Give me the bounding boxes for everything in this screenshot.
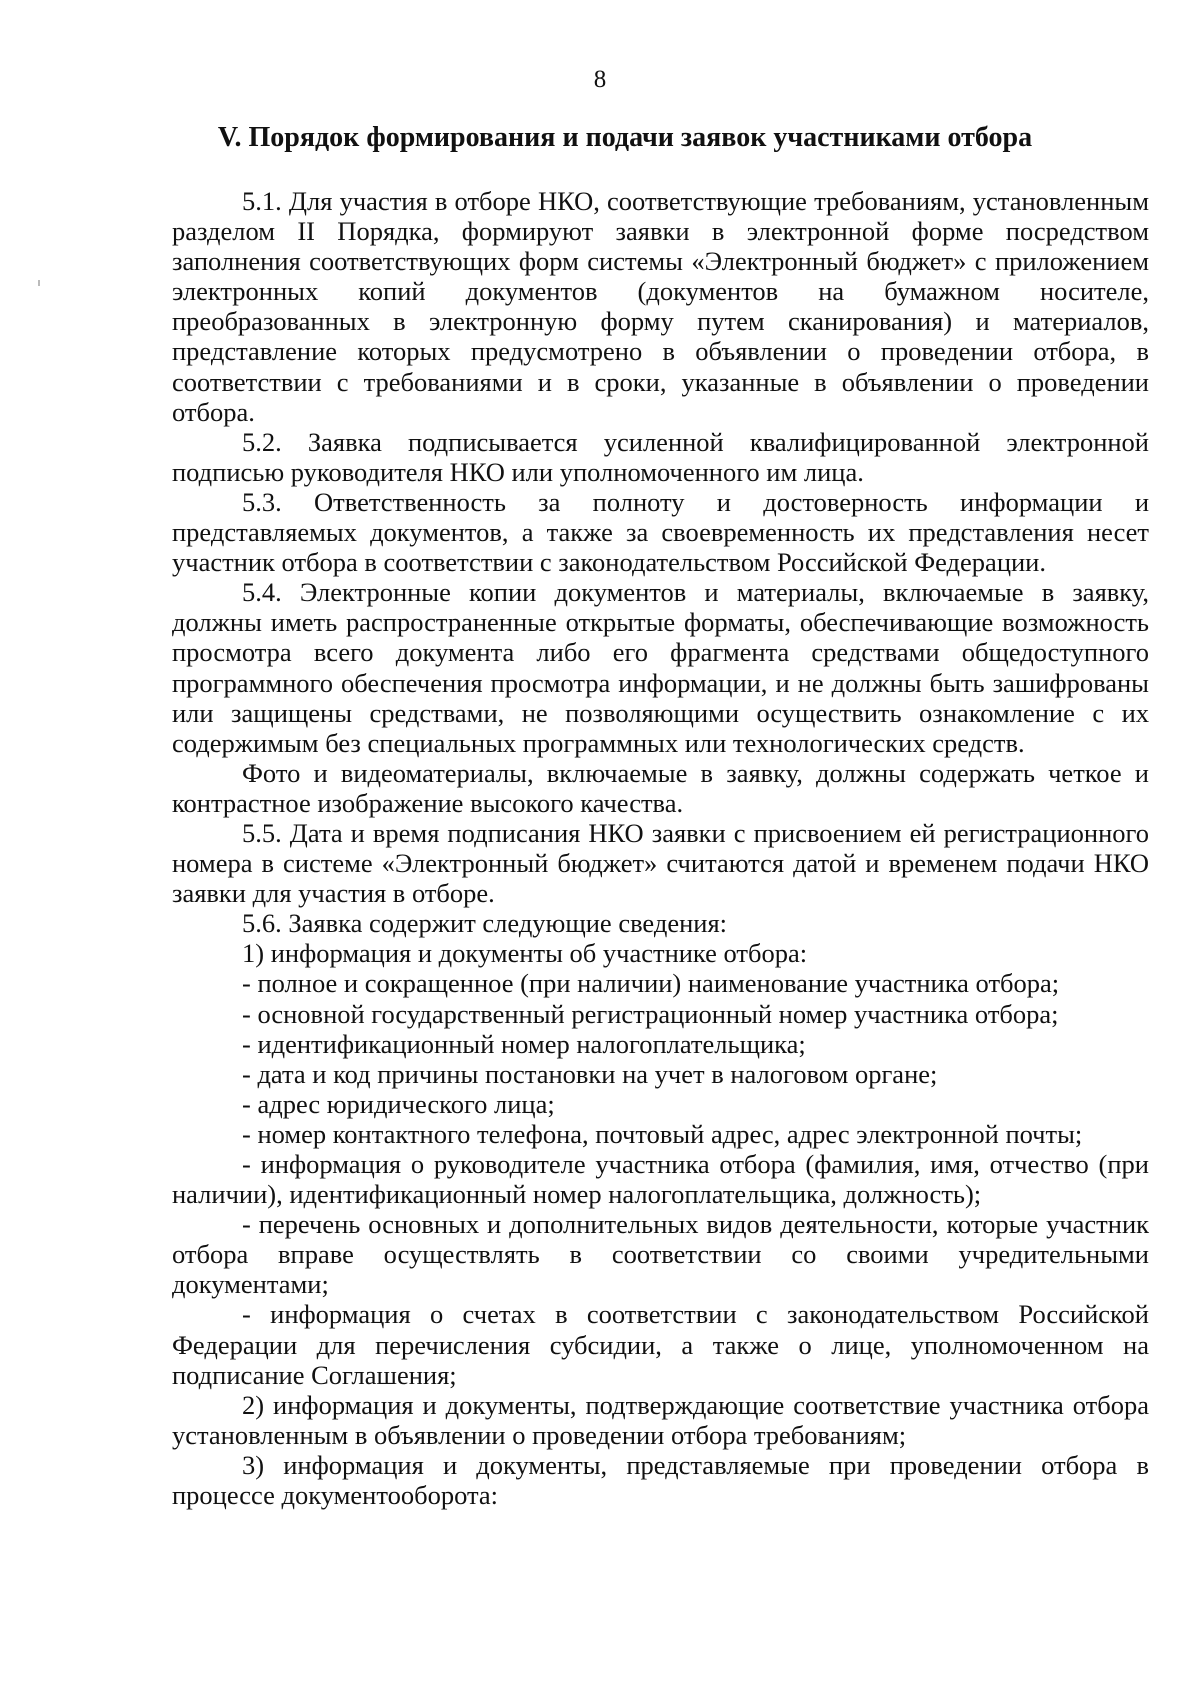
paragraph-5-5: 5.5. Дата и время подписания НКО заявки с присвоением ей регистрационного номера в системе «Электронный бюджет» считаются датой и временем подачи НКО заявки для участия в отборе.	[172, 817, 1149, 909]
section-heading: V. Порядок формирования и подачи заявок участниками отбора	[217, 122, 1033, 153]
list-item: - информация о руководителе участника отбора (фамилия, имя, отчество (при наличии), идентификационный номер налогоплательщика, должность);	[172, 1149, 1149, 1210]
list-item: - перечень основных и дополнительных видов деятельности, которые участник отбора вправе осуществлять в соответствии со своими учредительными документами;	[172, 1209, 1149, 1300]
list-item: 3) информация и документы, представляемые при проведении отбора в процессе документооборота:	[172, 1449, 1149, 1511]
list-item: 1) информация и документы об участнике отбора:	[242, 938, 808, 969]
list-item: - дата и код причины постановки на учет в налоговом органе;	[242, 1058, 938, 1089]
paragraph-photo: Фото и видеоматериалы, включаемые в заявку, должны содержать четкое и контрастное изображение высокого качества.	[172, 757, 1149, 818]
page-number: 8	[593, 66, 607, 93]
paragraph-5-1: 5.1. Для участия в отборе НКО, соответствующие требованиям, установленным разделом II Порядка, формируют заявки в электронной форме посредством заполнения соответствующих форм системы «Электронный бюджет» с приложением электронных копий документов (документов на бумажном носителе, преобразованных в электронную форму путем сканирования) и материалов, представление которых предусмотрено в объявлении о проведении отбора, в соответствии с требованиями и в сроки, указанные в объявлении о проведении отбора.	[172, 186, 1149, 427]
list-item: - основной государственный регистрационный номер участника отбора;	[242, 998, 1059, 1029]
list-item: - полное и сокращенное (при наличии) наименование участника отбора;	[242, 968, 1060, 999]
list-item: 2) информация и документы, подтверждающие соответствие участника отбора установленным в объявлении о проведении отбора требованиям;	[172, 1389, 1149, 1450]
list-item: - идентификационный номер налогоплательщика;	[242, 1028, 806, 1059]
paragraph-5-2: 5.2. Заявка подписывается усиленной квалифицированной электронной подписью руководителя НКО или уполномоченного им лица.	[172, 426, 1149, 487]
list-item: - адрес юридического лица;	[242, 1088, 555, 1119]
body-text	[172, 186, 1149, 1510]
paragraph-5-3: 5.3. Ответственность за полноту и достоверность информации и представляемых документов, а также за своевременность их представления несет участник отбора в соответствии с законодательством Российской Федерации.	[172, 486, 1149, 578]
scan-artifact	[38, 280, 40, 286]
list-item: - номер контактного телефона, почтовый адрес, адрес электронной почты;	[242, 1118, 1083, 1149]
list-item: - информация о счетах в соответствии с законодательством Российской Федерации для перечисления субсидии, а также о лице, уполномоченном на подписание Соглашения;	[172, 1299, 1149, 1390]
paragraph-5-4: 5.4. Электронные копии документов и материалы, включаемые в заявку, должны иметь распространенные открытые форматы, обеспечивающие возможность просмотра всего документа либо его фрагмента средствами общедоступного программного обеспечения просмотра информации, и не должны быть зашифрованы или защищены средствами, не позволяющими осуществить ознакомление с их содержимым без специальных программных или технологических средств.	[172, 577, 1149, 758]
paragraph-5-6: 5.6. Заявка содержит следующие сведения:	[242, 908, 728, 939]
